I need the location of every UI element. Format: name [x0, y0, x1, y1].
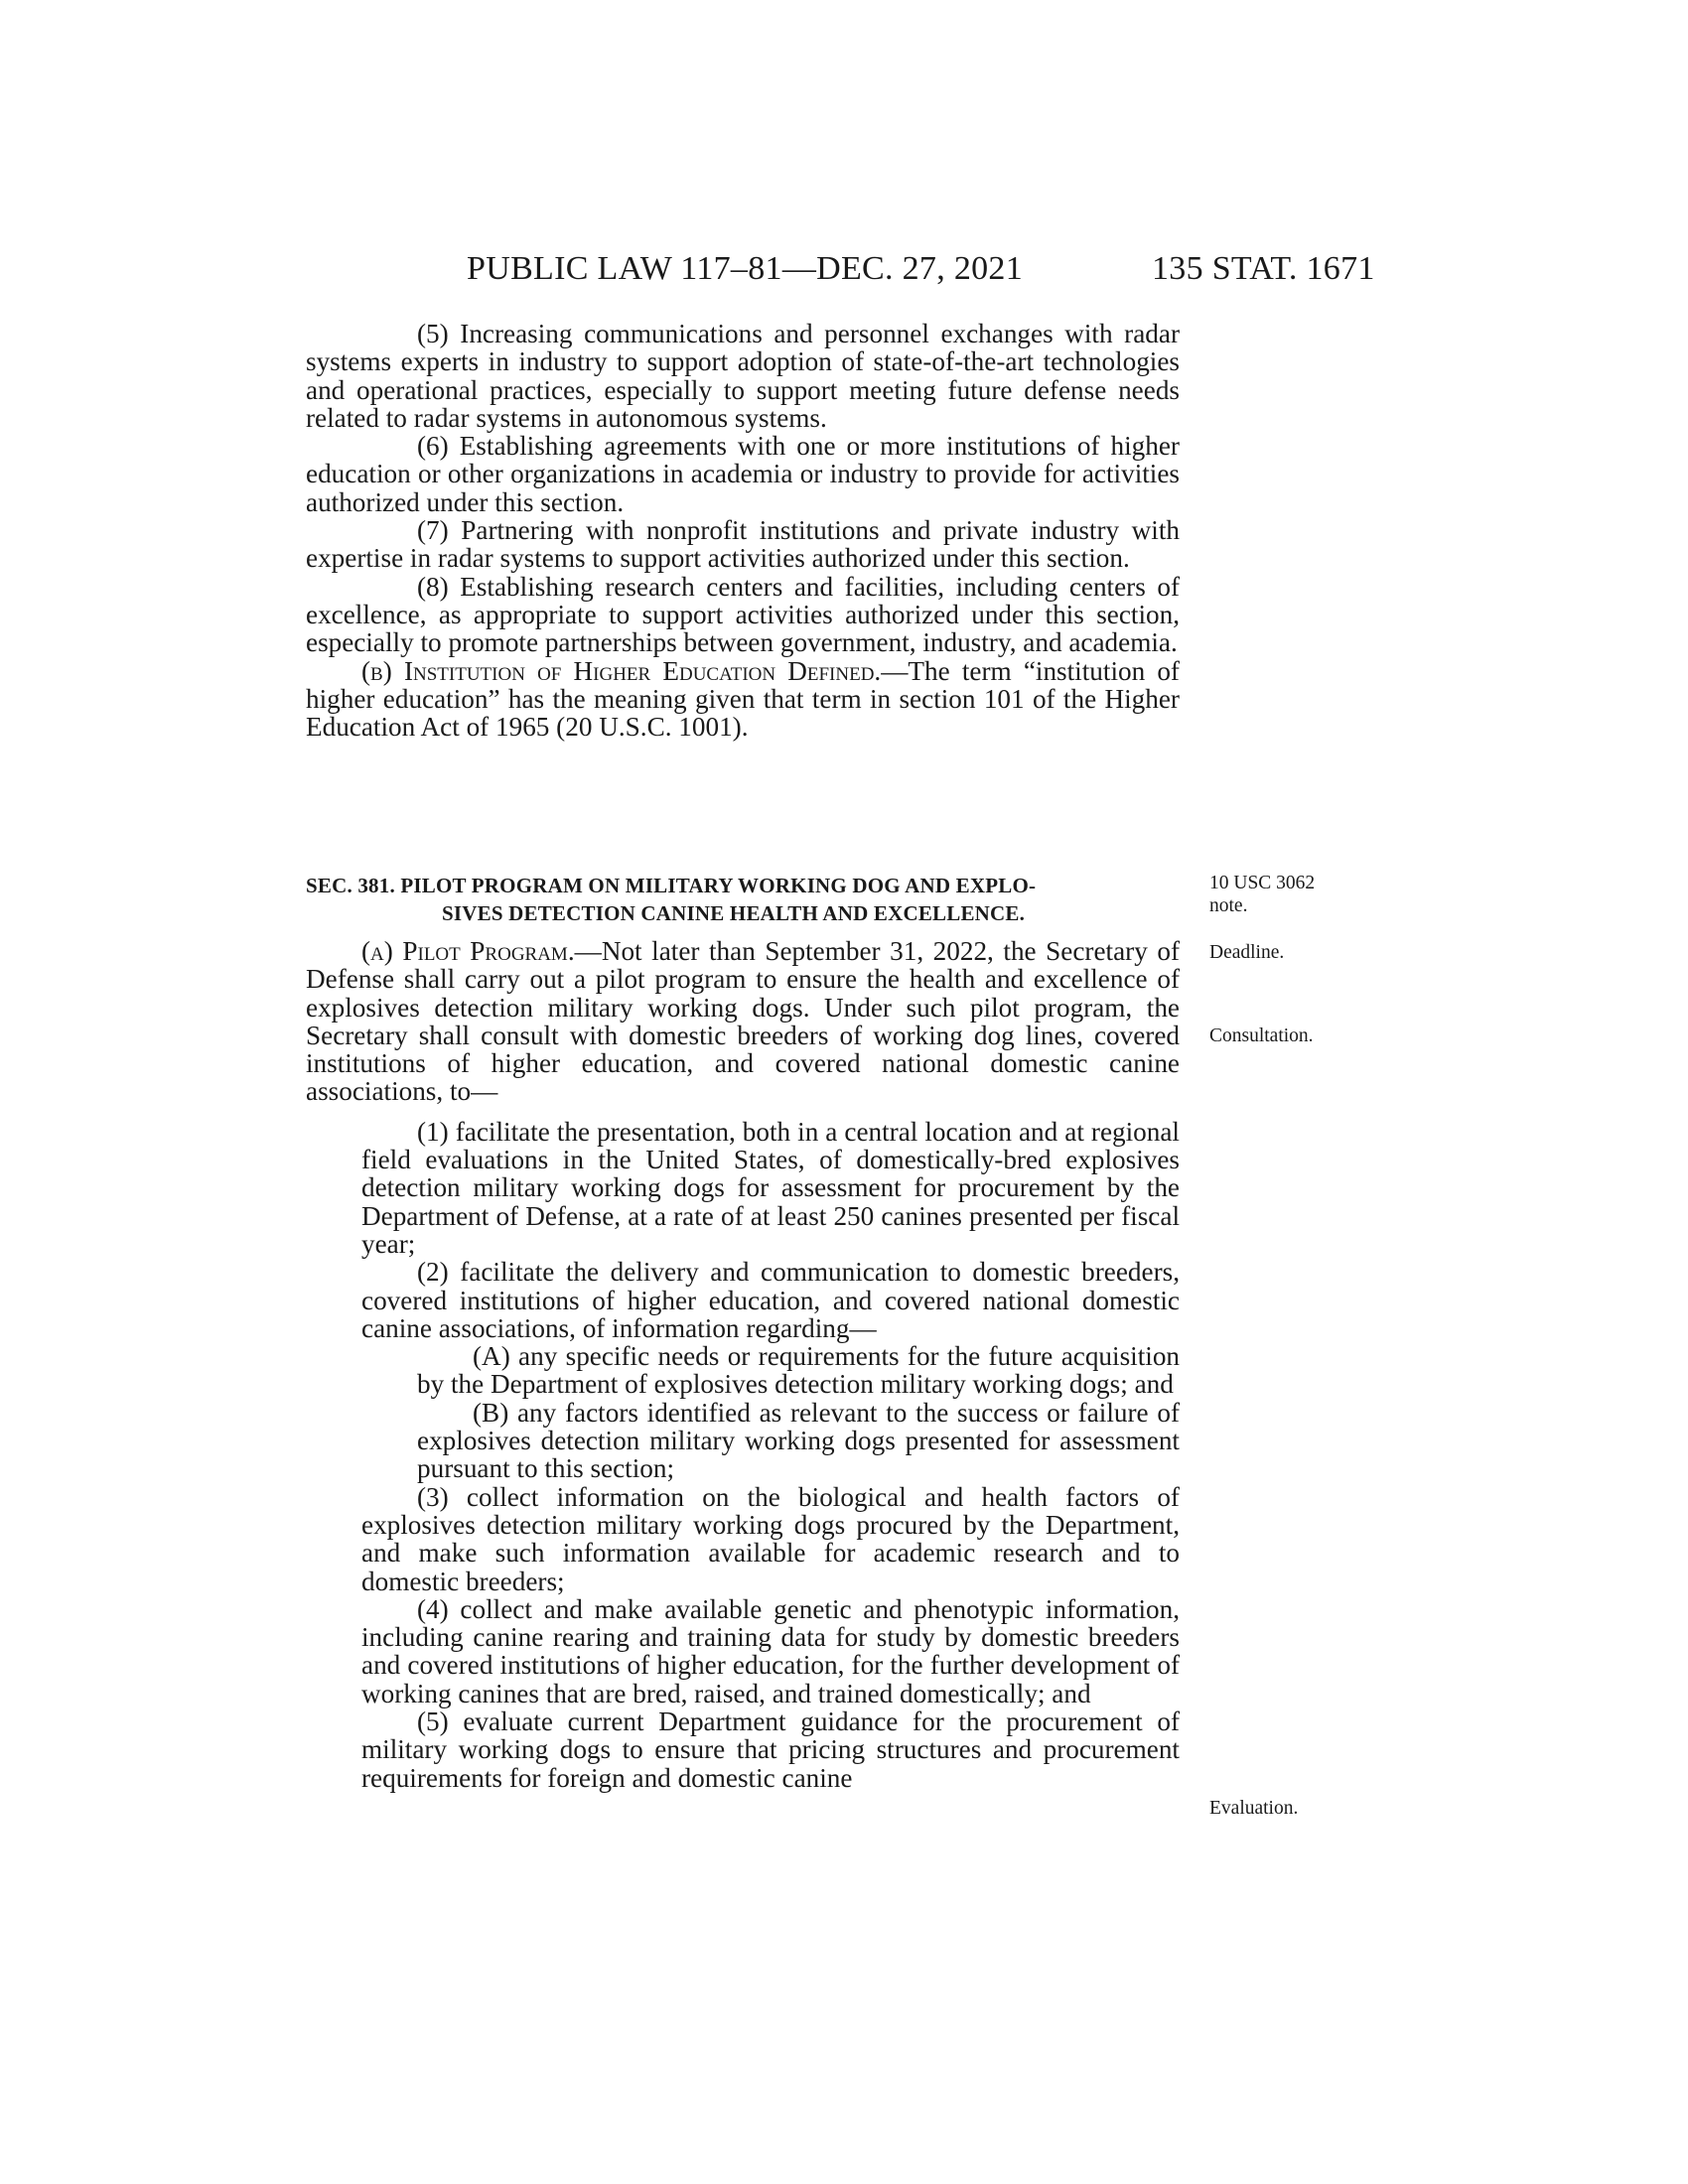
margin-note-usc-line2: note. [1209, 895, 1248, 916]
margin-note-consultation: Consultation. [1209, 1025, 1314, 1046]
margin-note-usc-line1: 10 USC 3062 [1209, 873, 1316, 893]
section-381-heading-line2: SIVES DETECTION CANINE HEALTH AND EXCELLENCE. [442, 901, 1026, 925]
item-2: (2) facilitate the delivery and communication to domestic breeders, covered institutions of higher education, and covered national domestic canine associations, of information regarding— [361, 1257, 1180, 1343]
subsection-b [306, 657, 1180, 742]
paragraph-5-radar: (5) Increasing communications and personnel exchanges with radar systems experts in industry to support adoption of state-of-the-art technologies and operational practices, especially to support meeting future defense needs related to radar systems in autonomous systems. [306, 319, 1180, 433]
margin-note-usc [1209, 872, 1315, 917]
section-381-body [306, 937, 1180, 1792]
subsection-a [306, 937, 1180, 1106]
subsection-b-label: (b) Institution of Higher Education Defined. [361, 655, 882, 686]
paragraph-8-research-centers: (8) Establishing research centers and facilities, including centers of excellence, as appropriate to support activities authorized under this section, especially to promote partnerships between government, industry, and academia. [306, 571, 1180, 658]
subsection-a-label: (a) Pilot Program. [361, 936, 575, 966]
section-381-heading [306, 872, 1180, 927]
subsection-b-text: —The term “institution of higher education” has the meaning given that term in section 101 of the Higher Education Act of 1965 (20 U.S.C. 1001). [306, 655, 1180, 743]
running-header-page-citation: 135 STAT. 1671 [1152, 250, 1375, 287]
margin-note-deadline: Deadline. [1209, 942, 1285, 963]
item-5: (5) evaluate current Department guidance for the procurement of military working dogs to ensure that pricing structures and procurement requirements for foreign and domestic canine [361, 1706, 1180, 1793]
item-2-b: (B) any factors identified as relevant to the success or failure of explosives detection military working dogs presented for assessment pursuant to this section; [417, 1397, 1180, 1484]
item-3: (3) collect information on the biological and health factors of explosives detection military working dogs procured by the Department, and make such information available for academic research and to domestic breeders; [361, 1481, 1180, 1596]
paragraph-6-agreements: (6) Establishing agreements with one or more institutions of higher education or other organizations in academia or industry to provide for activities authorized under this section. [306, 431, 1180, 517]
item-4: (4) collect and make available genetic and phenotypic information, including canine rearing and training data for study by domestic breeders and covered institutions of higher education, for the further development of working canines that are bred, raised, and trained domestically; and [361, 1593, 1180, 1708]
margin-note-evaluation: Evaluation. [1209, 1798, 1299, 1819]
running-header-public-law: PUBLIC LAW 117–81—DEC. 27, 2021 [467, 250, 1024, 287]
subsection-a-text: —Not later than September 31, 2022, the Secretary of Defense shall carry out a pilot program to ensure the health and excellence of explosives detection military working dogs. Under such pilot program, the Secretary shall consult with domestic breeders of working dog lines, covered institutions of higher education, and covered national domestic canine associations, to— [306, 936, 1180, 1107]
section-381-heading-line1: SEC. 381. PILOT PROGRAM ON MILITARY WORKING DOG AND EXPLO- [306, 874, 1037, 897]
item-2-a: (A) any specific needs or requirements for the future acquisition by the Department of explosives detection military working dogs; and [417, 1341, 1180, 1400]
paragraph-7-partnering: (7) Partnering with nonprofit institutions and private industry with expertise in radar systems to support activities authorized under this section. [306, 515, 1180, 574]
top-paragraphs-block [306, 320, 1180, 741]
item-1: (1) facilitate the presentation, both in a central location and at regional field evaluations in the United States, of domestically-bred explosives detection military working dogs for assessment for procurement by the Department of Defense, at a rate of at least 250 canines presented per fiscal year; [361, 1116, 1180, 1259]
